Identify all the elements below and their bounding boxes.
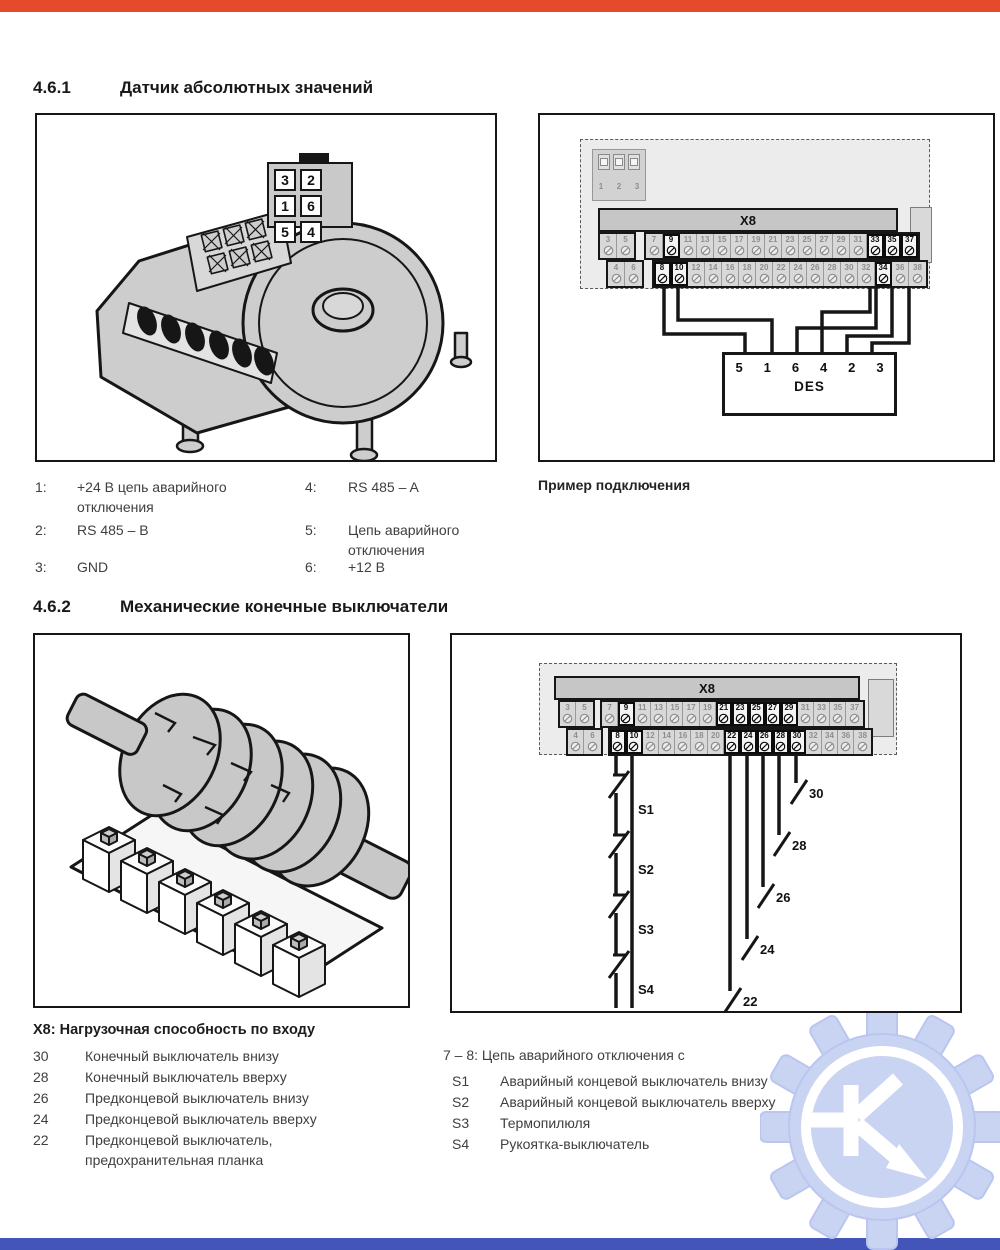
terminal-cell: 19 (700, 702, 716, 726)
switch-label: S4 (638, 982, 654, 997)
terminal-cell: 18 (691, 730, 707, 754)
terminal-cell: 30 (789, 730, 805, 754)
legend-pin-functions-col1 (35, 477, 300, 587)
terminal-cell: 37 (846, 702, 862, 726)
terminal-block (558, 700, 595, 728)
legend-text: Цепь аварийного отключения (348, 522, 460, 558)
terminal-cell: 30 (841, 262, 858, 286)
terminal-cell: 34 (822, 730, 838, 754)
terminal-cell: 13 (697, 234, 714, 258)
switch-label: S2 (638, 862, 654, 877)
connector-pin-cell: 6 (300, 195, 322, 217)
legend-text: Предконцевой выключатель внизу (85, 1090, 309, 1106)
legend-num: 22 (33, 1132, 49, 1148)
legend-switch-functions (452, 1047, 852, 1167)
terminal-cell: 17 (683, 702, 699, 726)
legend-num: 1: (35, 479, 47, 495)
terminal-cell: 5 (617, 234, 634, 258)
des-pin-number: 6 (791, 360, 800, 375)
connector-pin-cell: 4 (300, 221, 322, 243)
terminal-cell: 29 (781, 702, 797, 726)
terminal-cell: 33 (814, 702, 830, 726)
terminal-cell: 31 (850, 234, 867, 258)
des-box (722, 352, 897, 416)
terminal-cell: 27 (816, 234, 833, 258)
des-pin-row (725, 360, 894, 375)
legend-row (33, 1088, 309, 1108)
legend-text: Конечный выключатель внизу (85, 1048, 279, 1064)
terminal-cell: 21 (765, 234, 782, 258)
terminal-cell: 6 (625, 262, 642, 286)
legend-row (305, 477, 419, 497)
terminal-cell: 18 (739, 262, 756, 286)
section-number: 4.6.2 (33, 597, 71, 616)
terminal-cell: 19 (748, 234, 765, 258)
terminal-cell: 15 (667, 702, 683, 726)
terminal-cell: 14 (705, 262, 722, 286)
legend-text: Конечный выключатель вверху (85, 1069, 287, 1085)
terminal-cell: 6 (584, 730, 600, 754)
figure-connection-example (538, 113, 995, 462)
terminal-cell: 22 (773, 262, 790, 286)
terminal-cell: 17 (731, 234, 748, 258)
legend-row (33, 1109, 317, 1129)
legend-num: S2 (452, 1094, 470, 1110)
wire-number-label: 24 (760, 942, 775, 957)
terminal-cell: 8 (610, 730, 626, 754)
terminal-cell: 35 (884, 234, 901, 258)
legend-num: 5: (305, 522, 317, 538)
terminal-cell: 32 (806, 730, 822, 754)
des-label: DES (794, 379, 825, 394)
section-number: 4.6.1 (33, 78, 71, 97)
legend-num: S3 (452, 1115, 470, 1131)
section-title: Датчик абсолютных значений (120, 78, 374, 97)
terminal-cell: 9 (618, 702, 634, 726)
terminal-cell: 35 (830, 702, 846, 726)
legend-text: Предконцевой выключатель вверху (85, 1111, 317, 1127)
terminal-block (608, 728, 873, 756)
legend-num: 28 (33, 1069, 49, 1085)
x8-load-subtitle: X8: Нагрузочная способность по входу (33, 1022, 316, 1038)
legend-row (452, 1134, 649, 1154)
terminal-cell: 25 (749, 702, 765, 726)
legend-row (452, 1071, 768, 1091)
terminal-block (606, 260, 644, 288)
top-accent-bar (0, 0, 1000, 12)
legend-text: Аварийный концевой выключатель внизу (500, 1073, 768, 1089)
terminal-cell: 15 (714, 234, 731, 258)
terminal-cell: 4 (608, 262, 625, 286)
terminal-block (652, 260, 928, 288)
terminal-cell: 24 (740, 730, 756, 754)
terminal-cell: 25 (799, 234, 816, 258)
legend-safety-title-text: 7 – 8: Цепь аварийного отключения с (443, 1047, 685, 1063)
legend-num: 2: (35, 522, 47, 538)
terminal-cell: 12 (643, 730, 659, 754)
des-pin-number: 2 (848, 360, 856, 375)
figure-absolute-encoder (35, 113, 497, 462)
section-4-6-1-heading (33, 78, 373, 98)
terminal-block (598, 232, 636, 260)
section-title: Механические конечные выключатели (120, 597, 449, 616)
legend-text: RS 485 – B (77, 522, 149, 538)
section-4-6-2-heading (33, 597, 448, 617)
legend-row (35, 557, 108, 577)
terminal-cell: 31 (798, 702, 814, 726)
connector-pin-cell: 1 (274, 195, 296, 217)
legend-row (305, 557, 385, 577)
terminal-cell: 11 (680, 234, 697, 258)
connector-pin-cell: 2 (300, 169, 322, 191)
terminal-cell: 12 (688, 262, 705, 286)
terminal-cell: 21 (716, 702, 732, 726)
legend-text: RS 485 – A (348, 479, 419, 495)
terminal-cell: 14 (659, 730, 675, 754)
terminal-cell: 38 (909, 262, 926, 286)
switch-label: S1 (638, 802, 654, 817)
terminal-cell: 38 (854, 730, 870, 754)
des-pin-number: 5 (735, 360, 743, 375)
des-pin-number: 1 (763, 360, 771, 375)
terminal-cell: 3 (560, 702, 576, 726)
terminal-cell: 4 (568, 730, 584, 754)
terminal-cell: 26 (807, 262, 824, 286)
terminal-cell: 16 (675, 730, 691, 754)
legend-row (452, 1113, 590, 1133)
legend-text: Аварийный концевой выключатель вверху (500, 1094, 776, 1110)
cam-switch-illustration (35, 635, 408, 1006)
wire-number-label: 30 (809, 786, 824, 801)
legend-num: 4: (305, 479, 317, 495)
terminal-cell: 28 (824, 262, 841, 286)
terminal-cell: 9 (663, 234, 680, 258)
legend-pin-functions-col2 (305, 477, 535, 587)
terminal-cell: 37 (901, 234, 918, 258)
legend-row (452, 1092, 776, 1112)
terminal-cell: 20 (708, 730, 724, 754)
des-pin-number: 3 (876, 360, 884, 375)
terminal-cell: 22 (724, 730, 740, 754)
terminal-cell: 26 (757, 730, 773, 754)
mini-connector-3pin: 1 2 3 (592, 149, 646, 201)
legend-row (33, 1130, 273, 1170)
terminal-cell: 29 (833, 234, 850, 258)
terminal-cell: 10 (626, 730, 642, 754)
legend-text: +12 В (348, 559, 385, 575)
des-pin-number: 4 (819, 360, 828, 375)
terminal-cell: 36 (892, 262, 909, 286)
wire-number-label: 22 (743, 994, 758, 1009)
terminal-cell: 33 (867, 234, 884, 258)
legend-text: Рукоятка-выключатель (500, 1136, 650, 1152)
legend-num: 6: (305, 559, 317, 575)
legend-num: S1 (452, 1073, 470, 1089)
legend-row (35, 477, 227, 517)
legend-text: Предконцевой выключатель, предохранительная планка (85, 1132, 273, 1168)
legend-num: 3: (35, 559, 47, 575)
legend-row (33, 1067, 287, 1087)
legend-text: Термопилюля (500, 1115, 591, 1131)
legend-row (305, 520, 459, 560)
figure-limit-switch-wiring (450, 633, 962, 1013)
connector-pin-cell: 5 (274, 221, 296, 243)
legend-text: +24 В цепь аварийного отключения (77, 479, 227, 515)
switch-label: S3 (638, 922, 654, 937)
connector-pin-cell: 3 (274, 169, 296, 191)
terminal-cell: 20 (756, 262, 773, 286)
terminal-cell: 23 (782, 234, 799, 258)
wire-number-label: 26 (776, 890, 791, 905)
legend-terminal-functions (33, 1046, 403, 1186)
terminal-cell: 3 (600, 234, 617, 258)
figure-cam-limit-switches (33, 633, 410, 1008)
legend-num: S4 (452, 1136, 470, 1152)
legend-num: 24 (33, 1111, 49, 1127)
terminal-strip-header: X8 (554, 676, 860, 700)
figure-caption: Пример подключения (538, 477, 691, 493)
terminal-cell: 5 (576, 702, 592, 726)
terminal-cell: 34 (875, 262, 892, 286)
legend-text: GND (77, 559, 109, 575)
terminal-block (644, 232, 920, 260)
terminal-cell: 11 (635, 702, 651, 726)
legend-row (33, 1046, 279, 1066)
terminal-cell: 7 (602, 702, 618, 726)
terminal-cell: 36 (838, 730, 854, 754)
legend-num: 26 (33, 1090, 49, 1106)
terminal-cell: 28 (773, 730, 789, 754)
absolute-encoder-illustration (37, 115, 495, 460)
terminal-block (566, 728, 603, 756)
terminal-cell: 32 (858, 262, 875, 286)
terminal-cell: 27 (765, 702, 781, 726)
terminal-block (600, 700, 865, 728)
terminal-cell: 7 (646, 234, 663, 258)
wire-number-label: 28 (792, 838, 807, 853)
terminal-cell: 10 (671, 262, 688, 286)
terminal-cell: 13 (651, 702, 667, 726)
terminal-cell: 16 (722, 262, 739, 286)
connector-pinout-6pin (267, 153, 363, 240)
terminal-strip-header: X8 (598, 208, 898, 232)
legend-row (35, 520, 149, 540)
terminal-cell: 8 (654, 262, 671, 286)
legend-num: 30 (33, 1048, 49, 1064)
terminal-cell: 23 (732, 702, 748, 726)
terminal-cell: 24 (790, 262, 807, 286)
